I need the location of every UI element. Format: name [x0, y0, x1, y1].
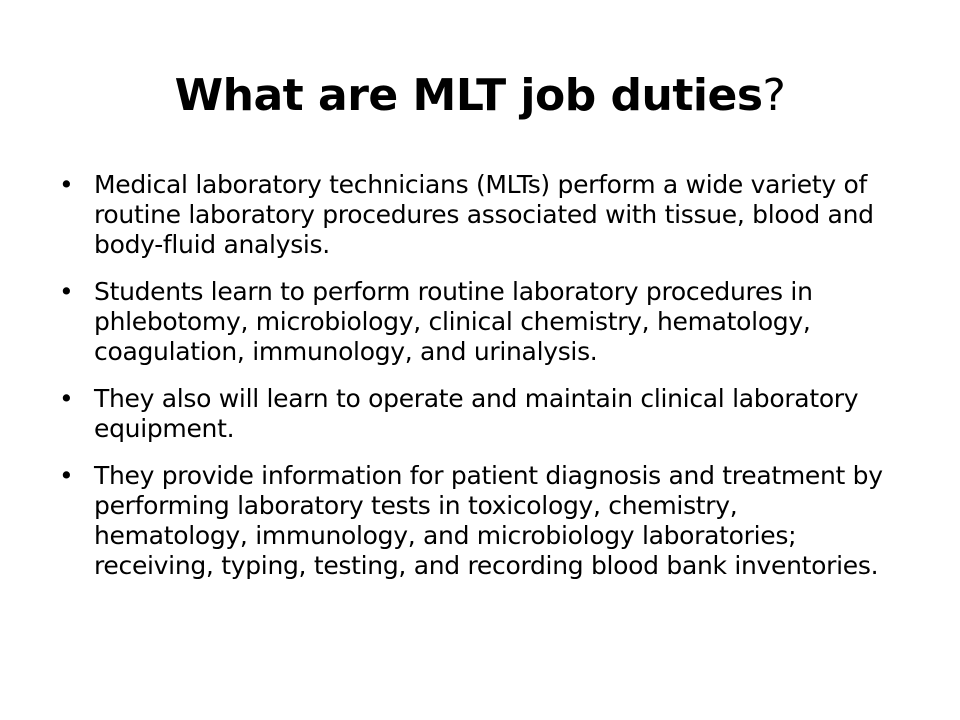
bullet-text: They provide information for patient diagnosis and treatment by performing laboratory tests in toxicology, chemistry, hematology, immunology, and microbiology laboratories; receiving, typing, testing, and recording blood bank inventories. [94, 461, 883, 580]
bullet-text: They also will learn to operate and maintain clinical laboratory equipment. [94, 384, 859, 443]
bullet-item [56, 384, 896, 444]
slide-title-question-mark: ? [762, 70, 786, 121]
bullet-item [56, 461, 896, 581]
bullet-item [56, 170, 896, 260]
bullet-text: Medical laboratory technicians (MLTs) perform a wide variety of routine laboratory procedures associated with tissue, blood and body-fluid analysis. [94, 170, 874, 259]
bullet-dot-icon: • [59, 277, 74, 306]
slide-title [0, 66, 960, 126]
bullet-dot-icon: • [59, 384, 74, 413]
bullet-dot-icon: • [59, 170, 74, 199]
slide-title-main: What are MLT job duties [174, 70, 763, 121]
bullet-text: Students learn to perform routine laboratory procedures in phlebotomy, microbiology, clinical chemistry, hematology, coagulation, immunology, and urinalysis. [94, 277, 813, 366]
bullet-item [56, 277, 896, 367]
bullet-list [56, 170, 896, 598]
bullet-dot-icon: • [59, 461, 74, 490]
